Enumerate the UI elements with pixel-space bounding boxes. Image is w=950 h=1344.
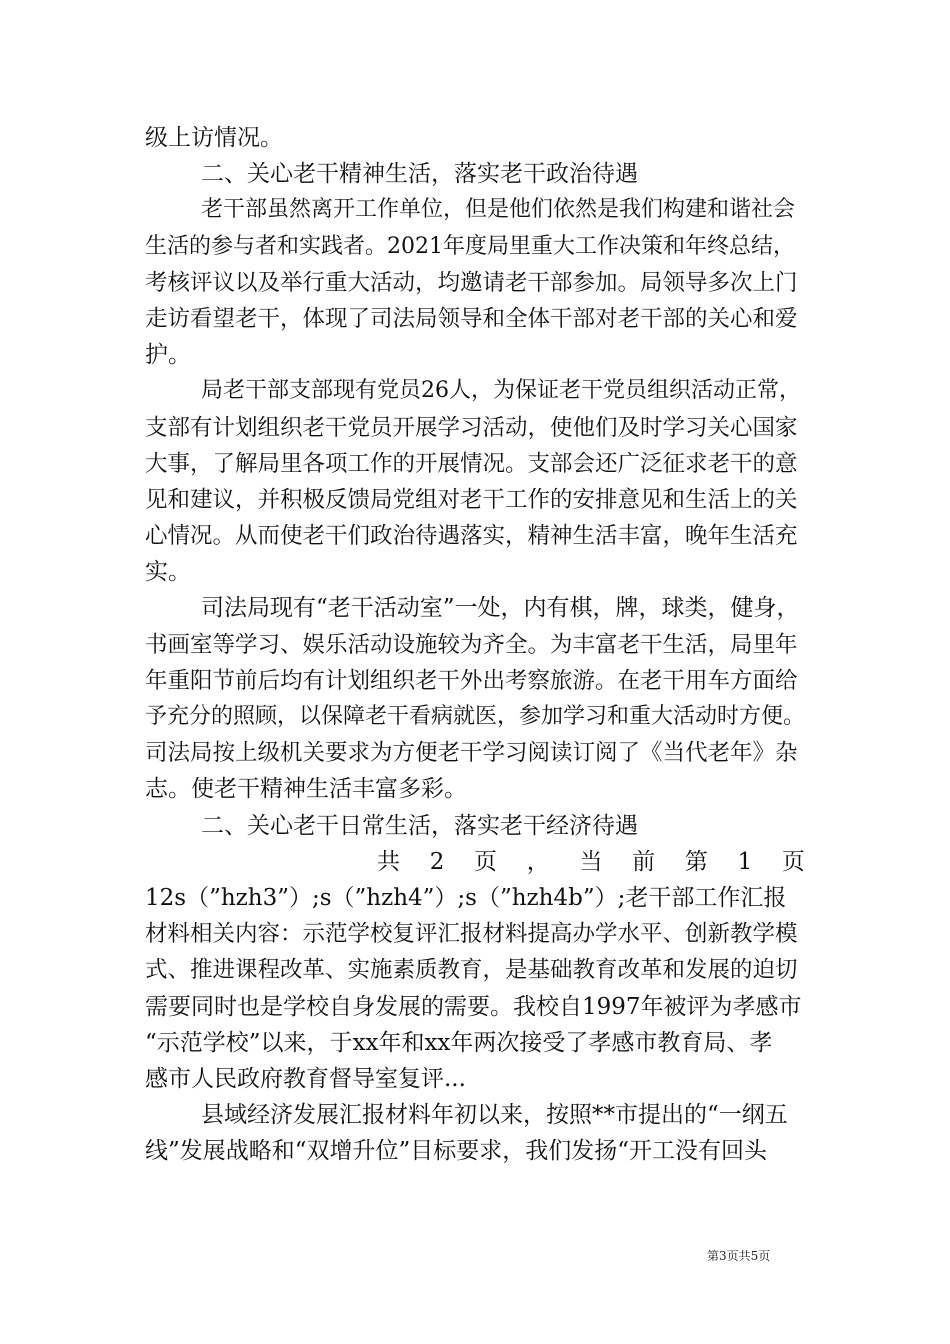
- pager-token: 第: [684, 848, 708, 875]
- pager-token: 2: [429, 848, 445, 875]
- text-line: 级上访情况。: [145, 125, 283, 151]
- text-line: 式、推进课程改革、实施素质教育，是基础教育改革和发展的迫切: [145, 957, 798, 984]
- text-line: 支部有计划组织老干党员开展学习活动，使他们及时学习关心国家: [145, 414, 798, 441]
- page-counter-line: [145, 844, 805, 880]
- text-line: 予充分的照顾，以保障老干看病就医，参加学习和重大活动时方便。: [145, 704, 806, 729]
- text-line: 护。: [145, 342, 191, 369]
- text-line: 实。: [145, 559, 191, 586]
- pager-token: 前: [632, 848, 656, 875]
- text-line: 走访看望老干，体现了司法局领导和全体干部对老干部的关心和爱: [145, 305, 798, 332]
- pager-token: ，: [526, 848, 550, 875]
- section-heading: 二、关心老干日常生活，落实老干经济待遇: [201, 812, 638, 839]
- text-line: 年重阳节前后均有计划组织老干外出考察旅游。在老干用车方面给: [145, 667, 798, 694]
- text-line: 局老干部支部现有党员26人，为保证老干党员组织活动正常，: [201, 378, 801, 404]
- text-line: 12s（”hzh3”）;s（”hzh4”）;s（”hzh4b”）;老干部工作汇报: [145, 884, 787, 911]
- pager-token: 共: [377, 848, 400, 875]
- text-line: 需要同时也是学校自身发展的需要。我校自1997年被评为孝感市: [145, 993, 802, 1020]
- document-body: [145, 120, 805, 1169]
- pager-token: 当: [579, 848, 603, 875]
- text-line: 见和建议，并积极反馈局党组对老干工作的安排意见和生活上的关: [145, 486, 798, 513]
- text-line: 县域经济发展汇报材料年初以来，按照**市提出的“一纲五: [201, 1102, 788, 1129]
- text-line: 线”发展战略和“双增升位”目标要求，我们发扬“开工没有回头: [145, 1138, 768, 1165]
- text-line: 材料相关内容：示范学校复评汇报材料提高办学水平、创新教学模: [145, 921, 798, 948]
- text-line: 志。使老干精神生活丰富多彩。: [145, 776, 467, 803]
- text-line: 书画室等学习、娱乐活动设施较为齐全。为丰富老干生活，局里年: [145, 631, 798, 658]
- text-line: 感市人民政府教育督导室复评...: [145, 1065, 466, 1092]
- text-line: 老干部虽然离开工作单位，但是他们依然是我们构建和谐社会: [201, 197, 796, 223]
- pager-token: 页: [474, 848, 498, 875]
- text-line: “示范学校”以来，于xx年和xx年两次接受了孝感市教育局、孝: [145, 1029, 773, 1056]
- text-line: 考核评议以及举行重大活动，均邀请老干部参加。局领导多次上门: [145, 269, 798, 296]
- text-line: 大事，了解局里各项工作的开展情况。支部会还广泛征求老干的意: [145, 450, 798, 477]
- text-line: 司法局现有“老干活动室”一处，内有棋，牌，球类，健身，: [201, 595, 800, 622]
- pager-token: 页: [781, 848, 805, 875]
- text-line: 心情况。从而使老干们政治待遇落实，精神生活丰富，晚年生活充: [145, 523, 798, 550]
- text-line: 司法局按上级机关要求为方便老干学习阅读订阅了《当代老年》杂: [145, 740, 798, 767]
- text-line: 生活的参与者和实践者。2021年度局里重大工作决策和年终总结，: [145, 233, 795, 259]
- page-indicator: 第3页共5页: [707, 1249, 771, 1263]
- pager-token: 1: [737, 848, 753, 875]
- section-heading: 二、关心老干精神生活，落实老干政治待遇: [201, 161, 638, 188]
